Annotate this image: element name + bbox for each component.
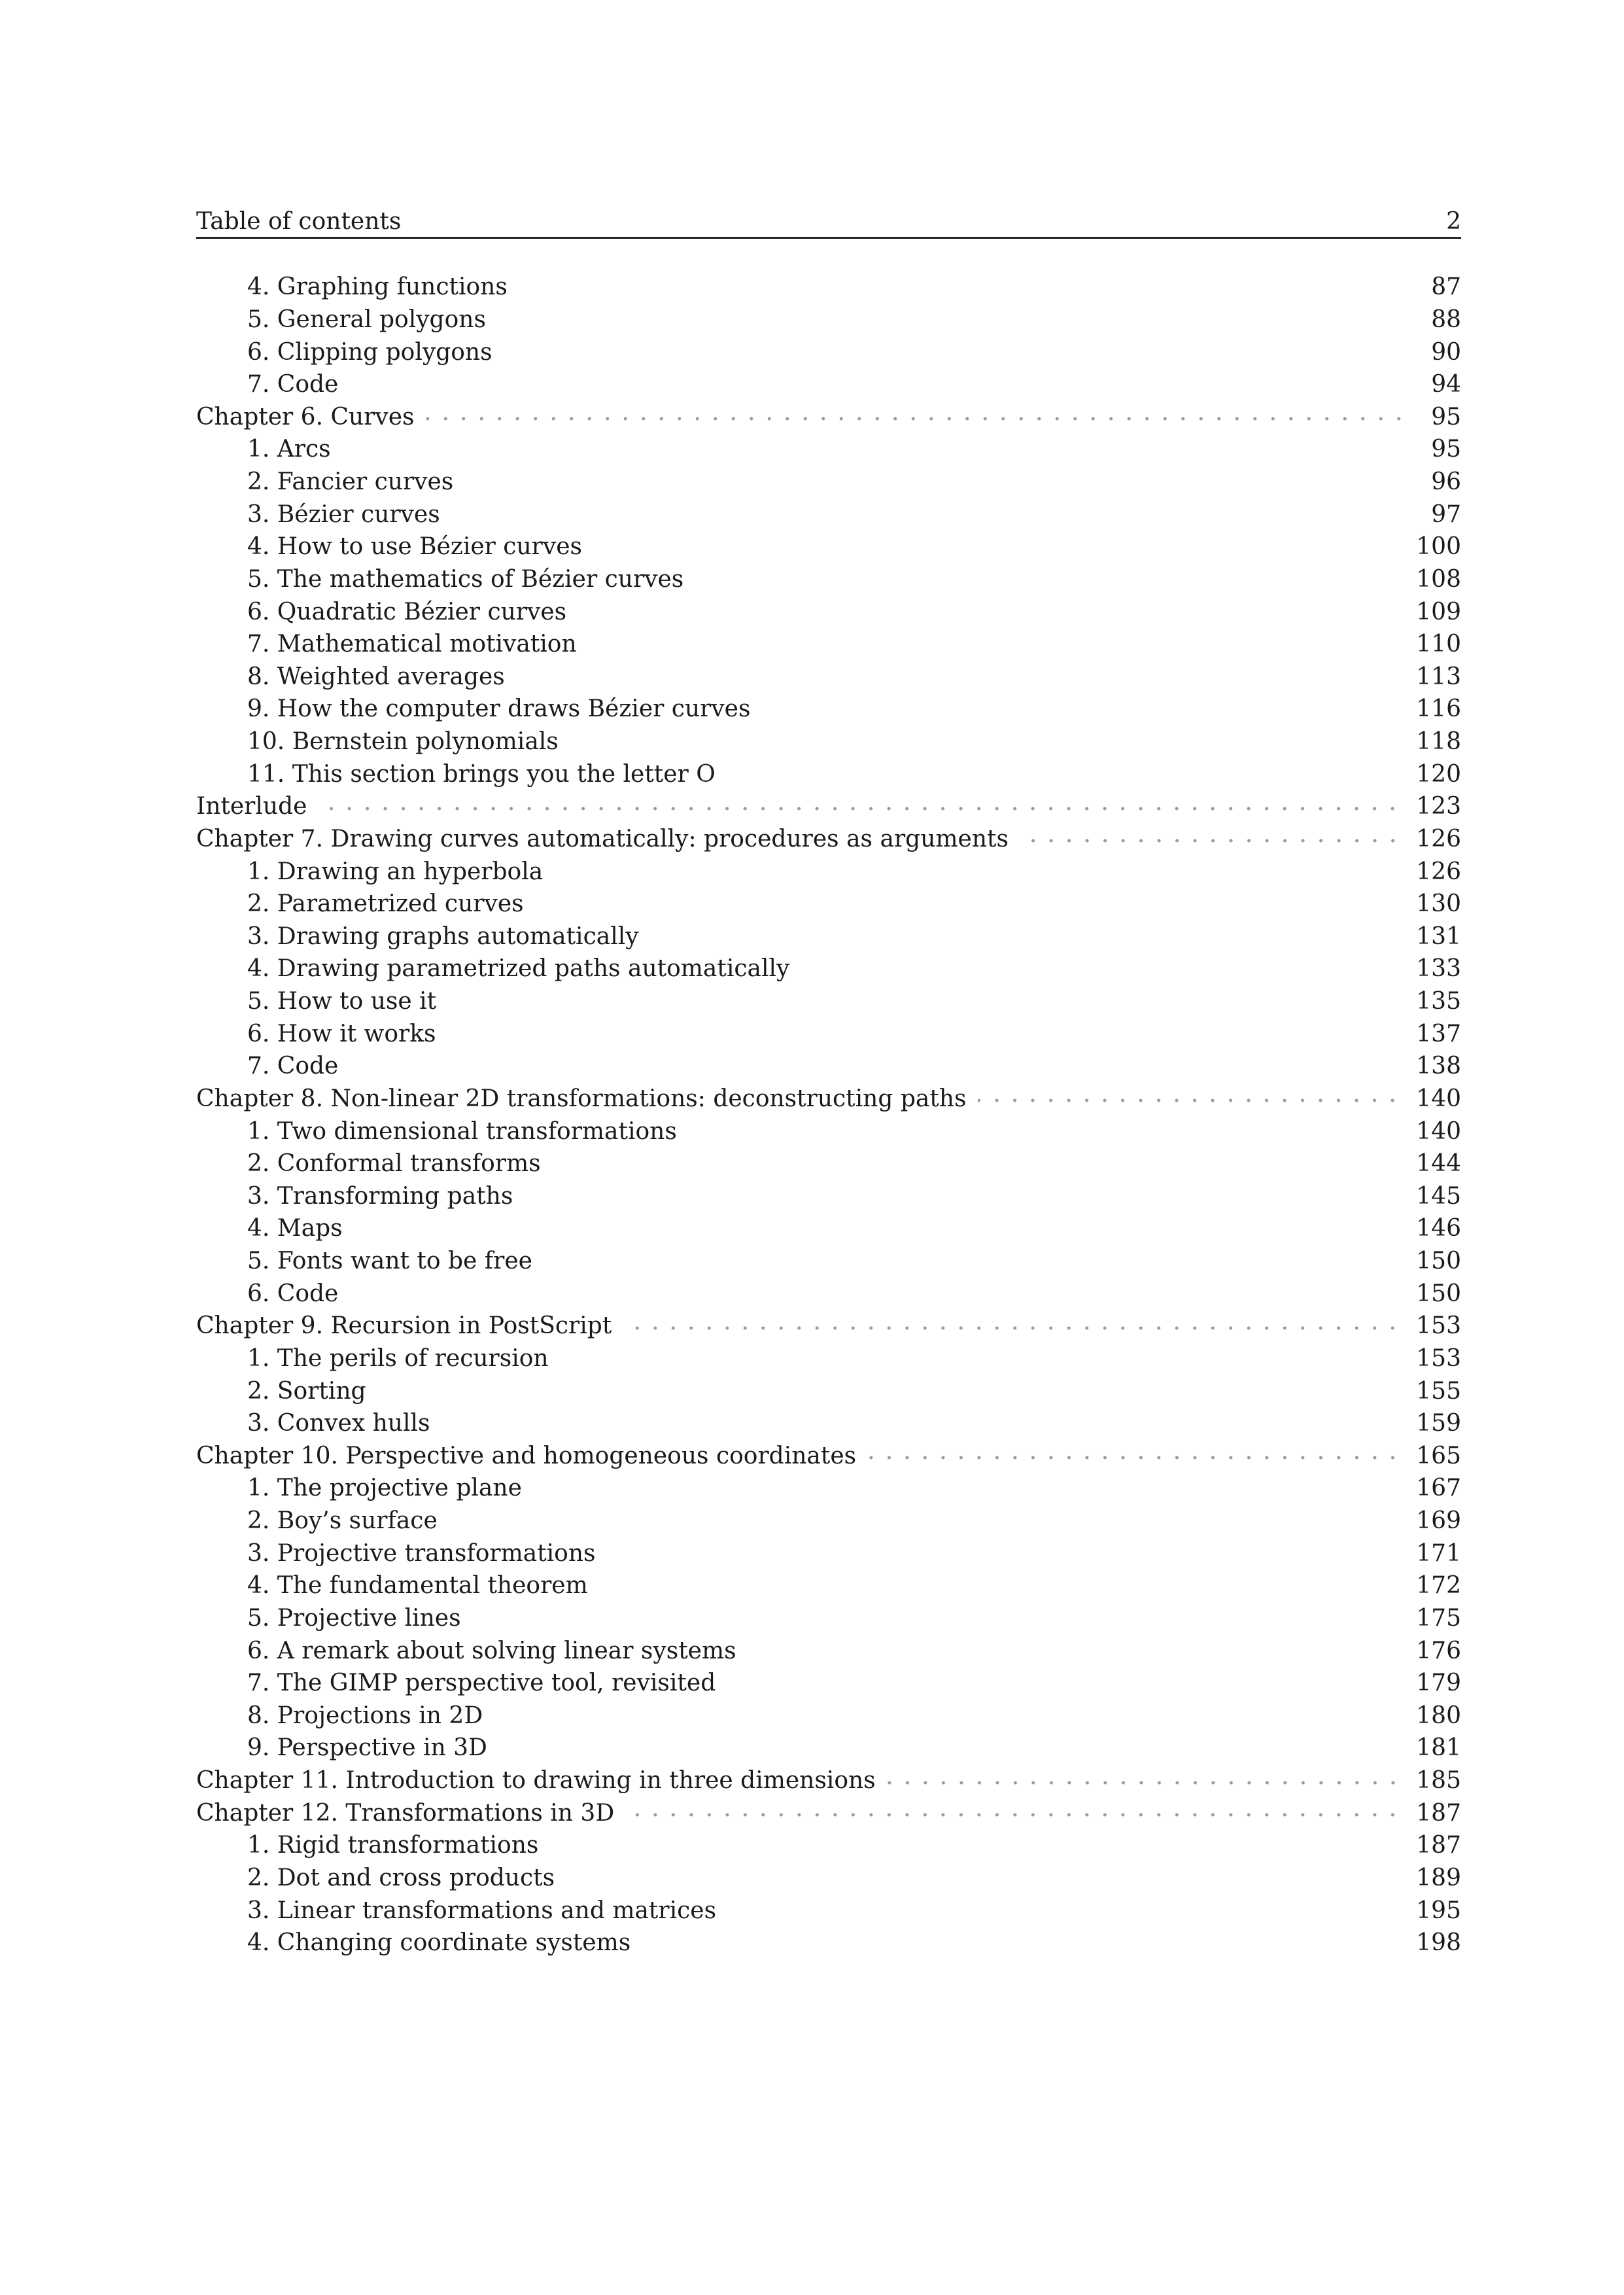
toc-section-entry[interactable] xyxy=(196,1115,1461,1148)
toc-section-entry[interactable] xyxy=(196,1407,1461,1440)
toc-section-entry[interactable] xyxy=(196,1732,1461,1764)
toc-section-entry[interactable] xyxy=(196,336,1461,368)
toc-entry-page-number: 187 xyxy=(1416,1832,1461,1859)
toc-entry-label: 1. Arcs xyxy=(196,436,337,463)
toc-section-entry[interactable] xyxy=(196,1375,1461,1407)
toc-section-entry[interactable] xyxy=(196,1050,1461,1083)
toc-entry-page-number: 137 xyxy=(1416,1020,1461,1047)
toc-entry-page-number: 150 xyxy=(1416,1280,1461,1307)
toc-entry-page-number: 135 xyxy=(1416,988,1461,1015)
toc-entry-label: Interlude xyxy=(196,793,313,820)
toc-section-entry[interactable] xyxy=(196,531,1461,563)
toc-entry-page-number: 97 xyxy=(1431,500,1461,528)
toc-entry-page-number: 131 xyxy=(1416,922,1461,950)
toc-section-entry[interactable] xyxy=(196,985,1461,1018)
dot-leader xyxy=(626,1812,1402,1818)
toc-section-entry[interactable] xyxy=(196,855,1461,888)
toc-entry-label: 2. Parametrized curves xyxy=(196,890,530,917)
toc-section-entry[interactable] xyxy=(196,304,1461,336)
toc-entry-label: Chapter 10. Perspective and homogeneous coordinates xyxy=(196,1443,863,1469)
toc-entry-page-number: 95 xyxy=(1431,436,1461,463)
toc-entry-page-number: 179 xyxy=(1416,1670,1461,1697)
toc-entry-page-number: 172 xyxy=(1416,1572,1461,1600)
toc-section-entry[interactable] xyxy=(196,1894,1461,1927)
toc-chapter-entry[interactable] xyxy=(196,401,1461,434)
toc-section-entry[interactable] xyxy=(196,1277,1461,1310)
toc-section-entry[interactable] xyxy=(196,498,1461,531)
toc-chapter-entry[interactable] xyxy=(196,1083,1461,1115)
toc-entry-page-number: 181 xyxy=(1416,1734,1461,1762)
toc-entry-label: Chapter 8. Non-linear 2D transformations: deconstructing paths xyxy=(196,1085,973,1112)
toc-entry-page-number: 138 xyxy=(1416,1053,1461,1080)
toc-entry-label: 6. Clipping polygons xyxy=(196,339,499,366)
toc-entry-label: 5. Projective lines xyxy=(196,1605,468,1632)
toc-entry-page-number: 140 xyxy=(1416,1117,1461,1145)
toc-entry-page-number: 167 xyxy=(1416,1475,1461,1502)
toc-section-entry[interactable] xyxy=(196,1569,1461,1602)
toc-entry-label: 5. Fonts want to be free xyxy=(196,1248,539,1274)
toc-entry-page-number: 185 xyxy=(1416,1767,1461,1795)
toc-entry-label: 3. Bézier curves xyxy=(196,501,447,528)
toc-section-entry[interactable] xyxy=(196,1829,1461,1862)
toc-entry-label: 4. Drawing parametrized paths automatically xyxy=(196,955,796,982)
toc-section-entry[interactable] xyxy=(196,1148,1461,1180)
toc-section-entry[interactable] xyxy=(196,953,1461,985)
dot-leader xyxy=(319,805,1402,812)
toc-section-entry[interactable] xyxy=(196,920,1461,953)
toc-entry-page-number: 118 xyxy=(1416,728,1461,756)
toc-entry-label: 1. The perils of recursion xyxy=(196,1345,555,1372)
dot-leader xyxy=(978,1097,1402,1104)
toc-entry-label: 4. Maps xyxy=(196,1215,349,1242)
toc-section-entry[interactable] xyxy=(196,693,1461,726)
dot-leader xyxy=(1020,837,1402,844)
toc-entry-label: 7. The GIMP perspective tool, revisited xyxy=(196,1670,722,1696)
toc-entry-page-number: 100 xyxy=(1416,533,1461,561)
toc-entry-label: Chapter 6. Curves xyxy=(196,404,421,430)
toc-entry-label: 2. Conformal transforms xyxy=(196,1150,547,1177)
toc-entry-label: Chapter 11. Introduction to drawing in three dimensions xyxy=(196,1767,882,1794)
toc-entry-page-number: 110 xyxy=(1416,631,1461,658)
toc-entry-label: 9. How the computer draws Bézier curves xyxy=(196,695,757,722)
toc-entry-label: 6. Quadratic Bézier curves xyxy=(196,599,573,625)
toc-entry-label: 3. Linear transformations and matrices xyxy=(196,1897,723,1924)
toc-entry-label: Chapter 12. Transformations in 3D xyxy=(196,1800,621,1827)
toc-entry-label: 9. Perspective in 3D xyxy=(196,1734,494,1761)
toc-section-entry[interactable] xyxy=(196,1472,1461,1505)
toc-entry-page-number: 133 xyxy=(1416,955,1461,983)
toc-section-entry[interactable] xyxy=(196,368,1461,401)
toc-entry-label: 6. Code xyxy=(196,1280,345,1307)
toc-entry-page-number: 187 xyxy=(1416,1799,1461,1827)
toc-entry-label: 10. Bernstein polynomials xyxy=(196,728,565,755)
toc-entry-label: 2. Fancier curves xyxy=(196,468,460,495)
running-header xyxy=(196,204,1461,239)
toc-entry-label: 2. Boy’s surface xyxy=(196,1507,444,1534)
toc-section-entry[interactable] xyxy=(196,1634,1461,1667)
toc-entry-page-number: 144 xyxy=(1416,1150,1461,1178)
toc-section-entry[interactable] xyxy=(196,271,1461,304)
toc-entry-page-number: 123 xyxy=(1416,793,1461,820)
toc-entry-page-number: 109 xyxy=(1416,598,1461,625)
toc-entry-page-number: 126 xyxy=(1416,825,1461,852)
dot-leader xyxy=(868,1454,1402,1461)
toc-entry-label: 3. Convex hulls xyxy=(196,1410,436,1437)
toc-entry-page-number: 94 xyxy=(1431,371,1461,398)
toc-entry-page-number: 165 xyxy=(1416,1442,1461,1469)
dot-leader xyxy=(888,1779,1402,1786)
toc-entry-label: 7. Code xyxy=(196,1053,345,1079)
toc-entry-page-number: 189 xyxy=(1416,1864,1461,1891)
toc-entry-label: 4. Changing coordinate systems xyxy=(196,1929,637,1956)
toc-section-entry[interactable] xyxy=(196,1180,1461,1213)
toc-entry-label: 2. Sorting xyxy=(196,1378,373,1405)
toc-entry-label: 2. Dot and cross products xyxy=(196,1865,561,1891)
toc-entry-label: 3. Transforming paths xyxy=(196,1183,519,1210)
toc-section-entry[interactable] xyxy=(196,433,1461,466)
toc-entry-label: Chapter 9. Recursion in PostScript xyxy=(196,1312,618,1339)
toc-chapter-entry[interactable] xyxy=(196,1440,1461,1473)
toc-section-entry[interactable] xyxy=(196,1700,1461,1732)
toc-entry-page-number: 155 xyxy=(1416,1377,1461,1405)
toc-entry-page-number: 176 xyxy=(1416,1637,1461,1664)
toc-section-entry[interactable] xyxy=(196,1537,1461,1569)
toc-entry-page-number: 116 xyxy=(1416,695,1461,723)
toc-section-entry[interactable] xyxy=(196,661,1461,693)
toc-section-entry[interactable] xyxy=(196,466,1461,499)
toc-entry-label: 1. The projective plane xyxy=(196,1475,528,1501)
toc-entry-page-number: 88 xyxy=(1431,306,1461,333)
toc-entry-label: 6. A remark about solving linear systems xyxy=(196,1638,743,1664)
toc-entry-page-number: 95 xyxy=(1431,403,1461,430)
toc-entry-page-number: 90 xyxy=(1431,338,1461,366)
toc-section-entry[interactable] xyxy=(196,1245,1461,1278)
dot-leader xyxy=(426,415,1408,422)
toc-entry-page-number: 130 xyxy=(1416,890,1461,918)
toc-section-entry[interactable] xyxy=(196,888,1461,920)
toc-section-entry[interactable] xyxy=(196,1342,1461,1375)
toc-entry-page-number: 96 xyxy=(1431,468,1461,496)
header-title: Table of contents xyxy=(196,208,402,235)
toc-entry-label: 3. Drawing graphs automatically xyxy=(196,923,646,950)
dot-leader xyxy=(623,1325,1402,1331)
toc-entry-page-number: 175 xyxy=(1416,1604,1461,1632)
toc-entry-page-number: 169 xyxy=(1416,1507,1461,1535)
toc-entry-label: 1. Rigid transformations xyxy=(196,1832,545,1859)
toc-entry-label: 5. The mathematics of Bézier curves xyxy=(196,566,690,593)
toc-entry-page-number: 126 xyxy=(1416,858,1461,885)
header-page-number: 2 xyxy=(1446,208,1461,235)
toc-chapter-entry[interactable] xyxy=(196,1796,1461,1829)
toc-section-entry[interactable] xyxy=(196,1017,1461,1050)
toc-section-entry[interactable] xyxy=(196,1667,1461,1700)
toc-entry-page-number: 145 xyxy=(1416,1182,1461,1210)
toc-entry-label: 7. Mathematical motivation xyxy=(196,631,583,657)
table-of-contents xyxy=(196,271,1461,1959)
toc-entry-label: 11. This section brings you the letter O xyxy=(196,761,722,788)
toc-entry-page-number: 146 xyxy=(1416,1215,1461,1242)
toc-entry-page-number: 108 xyxy=(1416,565,1461,593)
toc-entry-page-number: 120 xyxy=(1416,760,1461,788)
toc-section-entry[interactable] xyxy=(196,595,1461,628)
toc-entry-label: 4. How to use Bézier curves xyxy=(196,533,589,560)
toc-entry-page-number: 159 xyxy=(1416,1410,1461,1437)
toc-chapter-entry[interactable] xyxy=(196,1310,1461,1342)
toc-entry-page-number: 140 xyxy=(1416,1085,1461,1112)
toc-section-entry[interactable] xyxy=(196,1212,1461,1245)
toc-entry-label: 1. Drawing an hyperbola xyxy=(196,858,549,885)
toc-entry-label: 5. How to use it xyxy=(196,988,443,1015)
toc-section-entry[interactable] xyxy=(196,758,1461,790)
toc-entry-page-number: 171 xyxy=(1416,1539,1461,1567)
toc-chapter-entry[interactable] xyxy=(196,1764,1461,1797)
toc-section-entry[interactable] xyxy=(196,726,1461,758)
toc-entry-label: 8. Projections in 2D xyxy=(196,1702,489,1729)
toc-section-entry[interactable] xyxy=(196,563,1461,596)
toc-section-entry[interactable] xyxy=(196,1862,1461,1895)
toc-entry-page-number: 113 xyxy=(1416,663,1461,690)
toc-entry-label: 3. Projective transformations xyxy=(196,1540,602,1567)
toc-section-entry[interactable] xyxy=(196,1602,1461,1635)
toc-entry-label: 6. How it works xyxy=(196,1021,443,1047)
toc-entry-label: 7. Code xyxy=(196,371,345,398)
toc-entry-page-number: 180 xyxy=(1416,1702,1461,1729)
toc-entry-label: 8. Weighted averages xyxy=(196,663,511,690)
toc-entry-label: 1. Two dimensional transformations xyxy=(196,1118,683,1145)
toc-entry-page-number: 198 xyxy=(1416,1929,1461,1957)
toc-section-entry[interactable] xyxy=(196,1927,1461,1959)
toc-entry-label: 4. The fundamental theorem xyxy=(196,1572,595,1599)
toc-entry-page-number: 150 xyxy=(1416,1248,1461,1275)
toc-chapter-entry[interactable] xyxy=(196,790,1461,823)
toc-entry-label: 5. General polygons xyxy=(196,306,492,333)
toc-entry-page-number: 153 xyxy=(1416,1344,1461,1372)
toc-section-entry[interactable] xyxy=(196,628,1461,661)
toc-chapter-entry[interactable] xyxy=(196,823,1461,856)
toc-entry-label: Chapter 7. Drawing curves automatically: procedures as arguments xyxy=(196,826,1015,852)
toc-section-entry[interactable] xyxy=(196,1505,1461,1537)
toc-entry-page-number: 195 xyxy=(1416,1897,1461,1924)
toc-entry-page-number: 87 xyxy=(1431,273,1461,301)
toc-entry-label: 4. Graphing functions xyxy=(196,273,514,300)
toc-entry-page-number: 153 xyxy=(1416,1312,1461,1340)
